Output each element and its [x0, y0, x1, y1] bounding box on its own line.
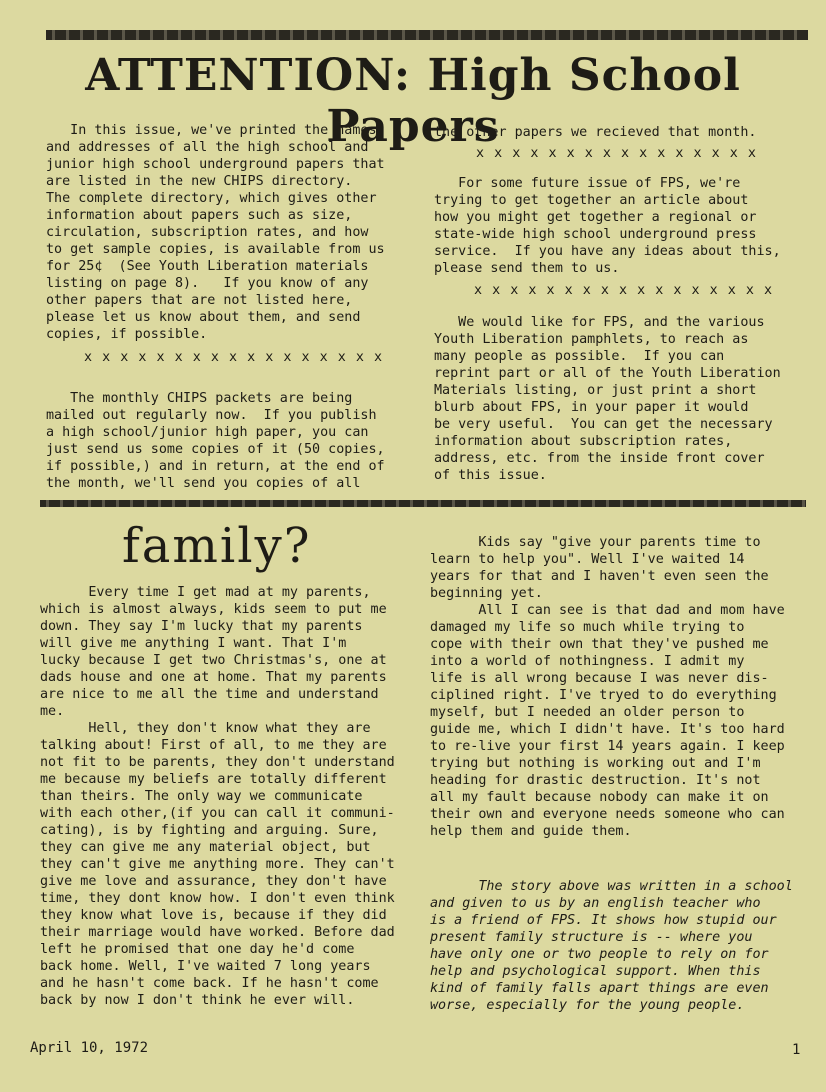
text-line: The story above was written in a school [430, 879, 793, 894]
text-line: present family structure is -- where you [430, 930, 753, 945]
text-line: information about subscription rates, [434, 434, 733, 449]
text-line: into a world of nothingness. I admit my [430, 654, 745, 669]
text-line: cating), is by fighting and arguing. Sure, [40, 823, 379, 838]
text-line: trying but nothing is working out and I'm [430, 756, 761, 771]
text-line: Kids say "give your parents time to [430, 535, 761, 550]
text-line: guide me, which I didn't have. It's too hard [430, 722, 785, 737]
text-line: learn to help you". Well I've waited 14 [430, 552, 745, 567]
text-line: not fit to be parents, they don't understand [40, 755, 395, 770]
attention-left-para-1 [46, 122, 385, 343]
text-line: if possible,) and in return, at the end of [46, 459, 385, 474]
text-line: which is almost always, kids seem to put me [40, 602, 387, 617]
text-line: left he promised that one day he'd come [40, 942, 355, 957]
text-line: and given to us by an english teacher who [430, 896, 761, 911]
text-line: back by now I don't think he ever will. [40, 993, 355, 1008]
text-line: cope with their own that they've pushed me [430, 637, 769, 652]
text-line: Youth Liberation pamphlets, to reach as [434, 332, 749, 347]
text-line: time, they dont know how. I don't even think [40, 891, 395, 906]
text-line: please let us know about them, and send [46, 310, 361, 325]
text-line: help and psychological support. When this [430, 964, 761, 979]
text-line: are listed in the new CHIPS directory. [46, 174, 353, 189]
text-line: listing on page 8). If you know of any [46, 276, 369, 291]
text-line: reprint part or all of the Youth Liberation [434, 366, 781, 381]
text-line: other papers that are not listed here, [46, 293, 353, 308]
text-line: years for that and I haven't even seen the [430, 569, 769, 584]
attention-right-para-3 [434, 314, 781, 484]
text-line: have only one or two people to rely on for [430, 947, 769, 962]
text-line: for 25¢ (See Youth Liberation materials [46, 259, 369, 274]
text-line: junior high school underground papers that [46, 157, 385, 172]
text-line: mailed out regularly now. If you publish [46, 408, 377, 423]
text-line: me because my beliefs are totally different [40, 772, 387, 787]
text-line: me. [40, 704, 65, 719]
text-line: down. They say I'm lucky that my parents [40, 619, 363, 634]
text-line: ciplined right. I've tryed to do everything [430, 688, 777, 703]
text-line: The complete directory, which gives other [46, 191, 377, 206]
text-line: beginning yet. [430, 586, 543, 601]
text-line: a high school/junior high paper, you can [46, 425, 369, 440]
text-line: they can't give me anything more. They can't [40, 857, 395, 872]
text-line: worse, especially for the young people. [430, 998, 745, 1013]
text-line: is a friend of FPS. It shows how stupid our [430, 913, 777, 928]
text-line: myself, but I needed an older person to [430, 705, 745, 720]
text-line: will give me anything I want. That I'm [40, 636, 347, 651]
text-line: their marriage would have worked. Before dad [40, 925, 395, 940]
attention-left-para-2 [46, 390, 385, 492]
family-right-column [430, 534, 793, 1014]
text-line: address, etc. from the inside front cover [434, 451, 765, 466]
attention-left-column [46, 122, 385, 492]
family-title: family? [122, 518, 312, 574]
family-right-text [430, 534, 793, 840]
page-number: 1 [792, 1042, 801, 1058]
text-line: information about papers such as size, [46, 208, 353, 223]
text-line: the other papers we recieved that month. [434, 125, 757, 140]
text-line: lucky because I get two Christmas's, one at [40, 653, 387, 668]
text-line: blurb about FPS, in your paper it would [434, 400, 749, 415]
text-line: Materials listing, or just print a short [434, 383, 757, 398]
text-line: kind of family falls apart things are even [430, 981, 769, 996]
text-line: just send us some copies of it (50 copies, [46, 442, 385, 457]
text-line: to re-live your first 14 years again. I keep [430, 739, 785, 754]
text-line: with each other,(if you can call it communi- [40, 806, 395, 821]
text-line: please send them to us. [434, 261, 620, 276]
editor-note [430, 878, 793, 1014]
text-line: Hell, they don't know what they are [40, 721, 371, 736]
top-divider-rule [46, 30, 808, 40]
footer-date: April 10, 1972 [30, 1040, 149, 1056]
text-line: the month, we'll send you copies of all [46, 476, 361, 491]
text-line: back home. Well, I've waited 7 long years [40, 959, 371, 974]
text-line: In this issue, we've printed the names [46, 123, 377, 138]
text-line: all my fault because nobody can make it on [430, 790, 769, 805]
text-line: to get sample copies, is available from us [46, 242, 385, 257]
text-line: The monthly CHIPS packets are being [46, 391, 353, 406]
text-line: circulation, subscription rates, and how [46, 225, 369, 240]
attention-right-para-2 [434, 175, 781, 277]
text-line: their own and everyone needs someone who can [430, 807, 785, 822]
text-line: service. If you have any ideas about this, [434, 244, 781, 259]
attention-headline: ATTENTION: High School Papers [85, 50, 741, 152]
text-line: many people as possible. If you can [434, 349, 725, 364]
separator-stars: x x x x x x x x x x x x x x x x [476, 146, 757, 161]
text-line: and he hasn't come back. If he hasn't come [40, 976, 379, 991]
text-line: trying to get together an article about [434, 193, 749, 208]
text-line: For some future issue of FPS, we're [434, 176, 741, 191]
separator-stars: x x x x x x x x x x x x x x x x x [474, 283, 774, 298]
text-line: heading for drastic destruction. It's not [430, 773, 761, 788]
text-line: are nice to me all the time and understand [40, 687, 379, 702]
text-line: and addresses of all the high school and [46, 140, 369, 155]
family-left-text [40, 584, 395, 1009]
text-line: help them and guide them. [430, 824, 632, 839]
text-line: copies, if possible. [46, 327, 208, 342]
text-line: All I can see is that dad and mom have [430, 603, 785, 618]
text-line: they know what love is, because if they did [40, 908, 387, 923]
family-left-column [40, 584, 395, 1009]
text-line: they can give me any material object, but [40, 840, 371, 855]
text-line: dads house and one at home. That my parents [40, 670, 387, 685]
text-line: damaged my life so much while trying to [430, 620, 745, 635]
text-line: state-wide high school underground press [434, 227, 757, 242]
text-line: life is all wrong because I was never dis- [430, 671, 769, 686]
text-line: be very useful. You can get the necessary [434, 417, 773, 432]
text-line: Every time I get mad at my parents, [40, 585, 371, 600]
text-line: We would like for FPS, and the various [434, 315, 765, 330]
middle-divider-rule [40, 500, 806, 507]
text-line: talking about! First of all, to me they are [40, 738, 387, 753]
text-line: of this issue. [434, 468, 547, 483]
text-line: how you might get together a regional or [434, 210, 757, 225]
text-line: give me love and assurance, they don't have [40, 874, 387, 889]
attention-right-para-1 [434, 124, 781, 141]
text-line: than theirs. The only way we communicate [40, 789, 363, 804]
attention-right-column [434, 124, 781, 484]
separator-stars: x x x x x x x x x x x x x x x x x [84, 350, 384, 365]
